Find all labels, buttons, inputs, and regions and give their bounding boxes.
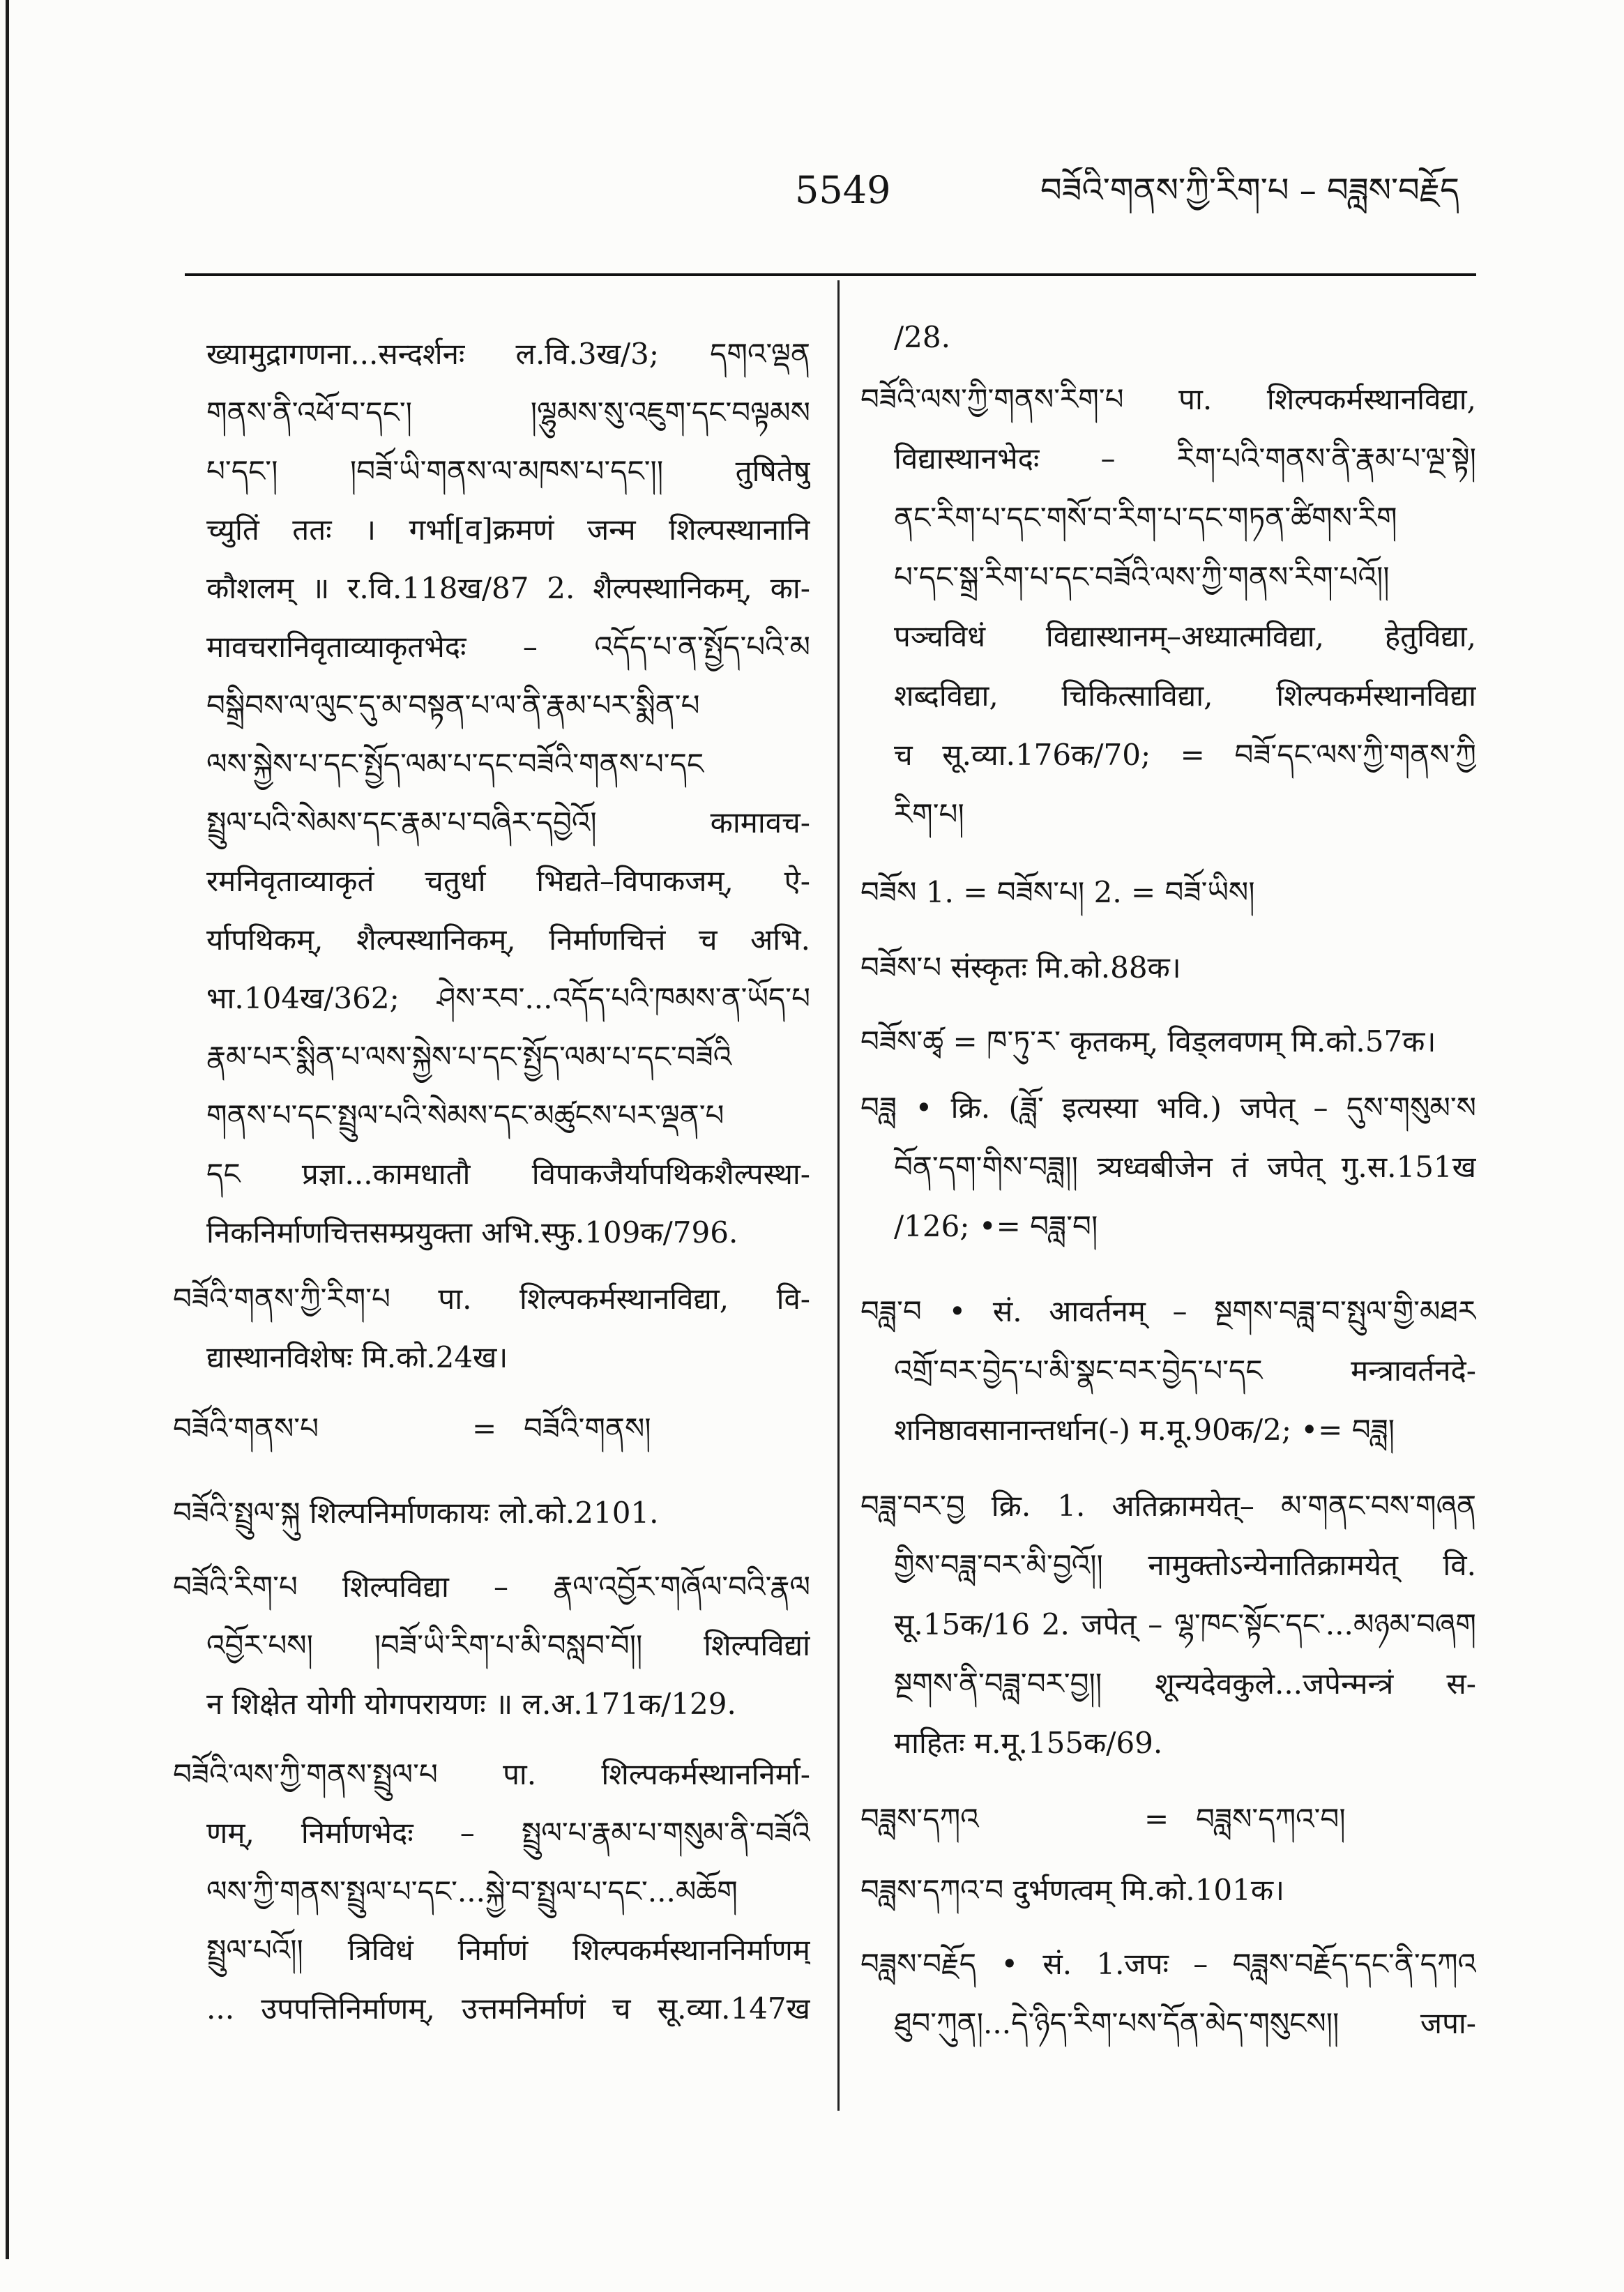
dictionary-entry-continuation	[860, 308, 1476, 367]
page-number: 5549	[795, 168, 891, 212]
cross-reference-line	[860, 1789, 1476, 1849]
dictionary-entry	[860, 1934, 1476, 2053]
dictionary-entry	[173, 1745, 810, 2038]
dictionary-entry	[860, 370, 1476, 844]
cross-reference: བཟླས་དཀའ་བ།	[1196, 1802, 1346, 1836]
entry-line: ལས་ཀྱི་གནས་སྤྲུལ་པ་དང་...སྐྱེ་བ་སྤྲུལ་པ་དང་...མཆོག	[206, 1874, 738, 1908]
entry-line: ལས་སྐྱེས་པ་དང་སྤྱོད་ལམ་པ་དང་བཟོའི་གནས་པ་དང	[206, 747, 704, 781]
dictionary-entry	[860, 1078, 1476, 1256]
entry-line: སྤྲུལ་པའོ།། त्रिविधं निर्माणं शिल्पकर्मस्थाननिर्माणम्	[206, 1933, 810, 1967]
entry-headline: བཟོའི་སྤྲུལ་སྐུ शिल्पनिर्माणकायः लो.को.2101.	[173, 1496, 659, 1530]
scan-edge-line	[6, 0, 9, 2259]
entry-line: /28.	[894, 320, 950, 354]
entry-line: निकनिर्माणचित्तसम्प्रयुक्ता अभि.स्फु.109क/796.	[206, 1215, 738, 1250]
entry-headword: བཟོའི་གནས་པ	[173, 1411, 319, 1445]
entry-headline: བཟླས་དཀའ་བ दुर्भणत्वम् मि.को.101क।	[860, 1873, 1284, 1907]
entry-headline: བཟོས་ཚྭ = ཁ་ཏུ་ར་ कृतकम्, विड्लवणम् मि.को.57क।	[860, 1024, 1436, 1058]
entry-line: བསྒྲིབས་ལ་ལུང་དུ་མ་བསྟན་པ་ལ་ནི་རྣམ་པར་སྨིན་པ	[206, 688, 700, 722]
entry-line: सू.15क/16 2. जपेत् – ལྷ་ཁང་སྟོང་དང་...མཉམ་བཞག	[894, 1607, 1476, 1641]
entry-headline: བཟླ • क्रि. (ཟློ་ इत्यस्या भवि.) जपेत् – དུས་གསུམ་ས	[860, 1091, 1476, 1125]
entry-line: माहितः म.मू.155क/69.	[894, 1726, 1163, 1760]
entry-line: པ་དང་། །བཟོ་ཡི་གནས་ལ་མཁས་པ་དང་།། तुषितेषु	[206, 454, 810, 488]
entry-line: དང प्रज्ञा...कामधातौ विपाकजैर्यापथिकशैल्पस्था-	[206, 1157, 810, 1191]
entry-line: ཐུབ་ཀུན།...དེ་ཉིད་རིག་པས་དོན་མེད་གསུངས།། जपा-	[894, 2006, 1476, 2040]
entry-line: शनिष्ठावसानान्तर्धान(-) म.मू.90क/2; •= བཟླ།	[894, 1413, 1395, 1447]
entry-line: मावचरानिवृताव्याकृतभेदः – འདོད་པ་ན་སྤྱོད་པའི་མ	[206, 630, 810, 664]
entry-headword: བཟླས་དཀའ	[860, 1802, 979, 1836]
entry-headline: བཟོའི་གནས་ཀྱི་རིག་པ पा. शिल्पकर्मस्थानविद्या, वि-	[173, 1282, 810, 1316]
cross-reference: བཟོའི་གནས།	[524, 1411, 651, 1445]
entry-headline: བཟོས་པ संस्कृतः मि.को.88क।	[860, 950, 1181, 985]
entry-line: པ་དང་སྒྲ་རིག་པ་དང་བཟོའི་ལས་ཀྱི་གནས་རིག་པའོ།།	[894, 560, 1390, 594]
entry-line: གནས་ནི་འཕོ་བ་དང་། །ལྷུམས་སུ་འཇུག་དང་བལྟམས	[206, 395, 810, 430]
entry-line: སྤྲུལ་པའི་སེམས་དང་རྣམ་པ་བཞིར་དབྱེའོ། कामावच-	[206, 805, 810, 840]
entry-line: र्यापथिकम्, शैल्पस्थानिकम्, निर्माणचित्तं च अभि.	[206, 923, 810, 957]
entry-line: द्यास्थानविशेषः मि.को.24ख।	[206, 1340, 508, 1374]
dictionary-entry	[173, 325, 810, 1262]
cross-reference-line	[173, 1399, 810, 1458]
entry-line: न शिक्षेत योगी योगपरायणः ॥ ल.अ.171क/129.	[206, 1687, 736, 1721]
entry-headline: བཟླ་བར་བྱ क्रि. 1. अतिक्रामयेत्– མ་གནང་བས་གཞན	[860, 1489, 1476, 1523]
dictionary-entry	[173, 1270, 810, 1387]
entry-line: रमनिवृताव्याकृतं चतुर्धा भिद्यते–विपाकजम्, ऐ-	[206, 864, 810, 898]
entry-line: འགྲོ་བར་བྱེད་པ་མི་སྣང་བར་བྱེད་པ་དང मन्त्रावर्तनदे-	[894, 1353, 1476, 1388]
dictionary-entry	[860, 1789, 1476, 1849]
entry-line: कौशलम् ॥ र.वि.118ख/87 2. शैल्पस्थानिकम्, का-	[206, 571, 810, 605]
entry-line: ख्यामुद्रागणना...सन्दर्शनः ल.वि.3ख/3; དགའ་ལྡན	[206, 337, 810, 371]
entry-line: णम्, निर्माणभेदः – སྤྲུལ་པ་རྣམ་པ་གསུམ་ནི་བཟོའི	[206, 1816, 810, 1850]
column-divider	[837, 280, 840, 2111]
entry-line: སྔགས་ནི་བཟླ་བར་བྱ།། शून्यदेवकुले...जपेन्मन्त्रं स-	[894, 1667, 1476, 1701]
entry-headline: བཟོའི་ལས་ཀྱི་གནས་སྤྲུལ་པ पा. शिल्पकर्मस्थाननिर्मा-	[173, 1757, 810, 1791]
entry-headline: བཟོའི་རིག་པ शिल्पविद्या – རྣལ་འབྱོར་གཞོལ་བའི་རྣལ	[173, 1570, 810, 1604]
entry-headline: བཟླས་བརྗོད • सं. 1.जपः – བཟླས་བརྗོད་དང་ནི་དཀའ	[860, 1947, 1476, 1981]
entry-line: च सू.व्या.176क/70; = བཟོ་དང་ལས་ཀྱི་གནས་ཀྱི	[894, 738, 1476, 772]
entry-line: विद्यास्थानभेदः – རིག་པའི་གནས་ནི་རྣམ་པ་ལྔ་སྟེ།	[894, 441, 1476, 476]
entry-headline: བཟླ་བ • सं. आवर्तनम् – སྔགས་བཟླ་བ་སྤུལ་གྱི་མཐར	[860, 1294, 1476, 1328]
entry-line: གནས་པ་དང་སྤྲུལ་པའི་སེམས་དང་མཚུངས་པར་ལྡན་པ	[206, 1098, 724, 1132]
dictionary-entry	[860, 1476, 1476, 1773]
dictionary-entry	[860, 938, 1476, 997]
right-column	[860, 0, 1476, 2292]
dictionary-entry	[860, 863, 1476, 922]
entry-line: भा.104ख/362; ཤེས་རབ་...འདོད་པའི་ཁམས་ན་ཡོད་པ	[206, 981, 810, 1015]
equals-sign: =	[1144, 1802, 1169, 1836]
equals-sign: =	[472, 1411, 497, 1445]
entry-line: च्युतिं ततः । गर्भा[व]क्रमणं जन्म शिल्पस्थानानि	[206, 513, 810, 547]
entry-headline: བཟོས 1. = བཟོས་པ། 2. = བཟོ་ཡིས།	[860, 875, 1255, 909]
entry-line: བོན་དག་གིས་བཟླ།། त्र्यध्वबीजेन तं जपेत् गु.स.151ख	[894, 1150, 1476, 1184]
entry-line: གྱིས་བཟླ་བར་མི་བྱའོ།། नामुक्तोऽन्येनातिक्रामयेत् वि.	[894, 1548, 1476, 1582]
dictionary-entry	[860, 1012, 1476, 1071]
entry-line: /126; •= བཟླ་བ།	[894, 1209, 1098, 1243]
entry-line: རྣམ་པར་སྨིན་པ་ལས་སྐྱེས་པ་དང་སྤྱོད་ལམ་པ་དང་བཟོའི	[206, 1040, 732, 1074]
entry-line: རིག་པ།	[894, 797, 964, 831]
dictionary-entry	[860, 1282, 1476, 1459]
left-column	[173, 0, 810, 2292]
entry-headline: བཟོའི་ལས་ཀྱི་གནས་རིག་པ पा. शिल्पकर्मस्थानविद्या,	[860, 382, 1476, 416]
entry-line: शब्दविद्या, चिकित्साविद्या, शिल्पकर्मस्थानविद्या	[894, 678, 1476, 713]
entry-line: ནང་རིག་པ་དང་གསོ་བ་རིག་པ་དང་གཏན་ཚིགས་རིག	[894, 501, 1397, 535]
entry-line: पञ्चविधं विद्यास्थानम्–अध्यात्मविद्या, हेतुविद्या,	[894, 619, 1476, 653]
dictionary-entry	[173, 1399, 810, 1458]
entry-line: ... उपपत्तिनिर्माणम्, उत्तमनिर्माणं च सू.व्या.147ख	[206, 1991, 810, 2026]
dictionary-entry	[860, 1860, 1476, 1920]
entry-line: འབྱོར་པས། །བཟོ་ཡི་རིག་པ་མི་བསླབ་བོ།། शिल्पविद्यां	[206, 1628, 810, 1662]
dictionary-entry	[173, 1484, 810, 1542]
running-head: བཟོའི་གནས་ཀྱི་རིག་པ – བཟླས་བརྗོད	[1040, 171, 1459, 210]
dictionary-entry	[173, 1558, 810, 1733]
